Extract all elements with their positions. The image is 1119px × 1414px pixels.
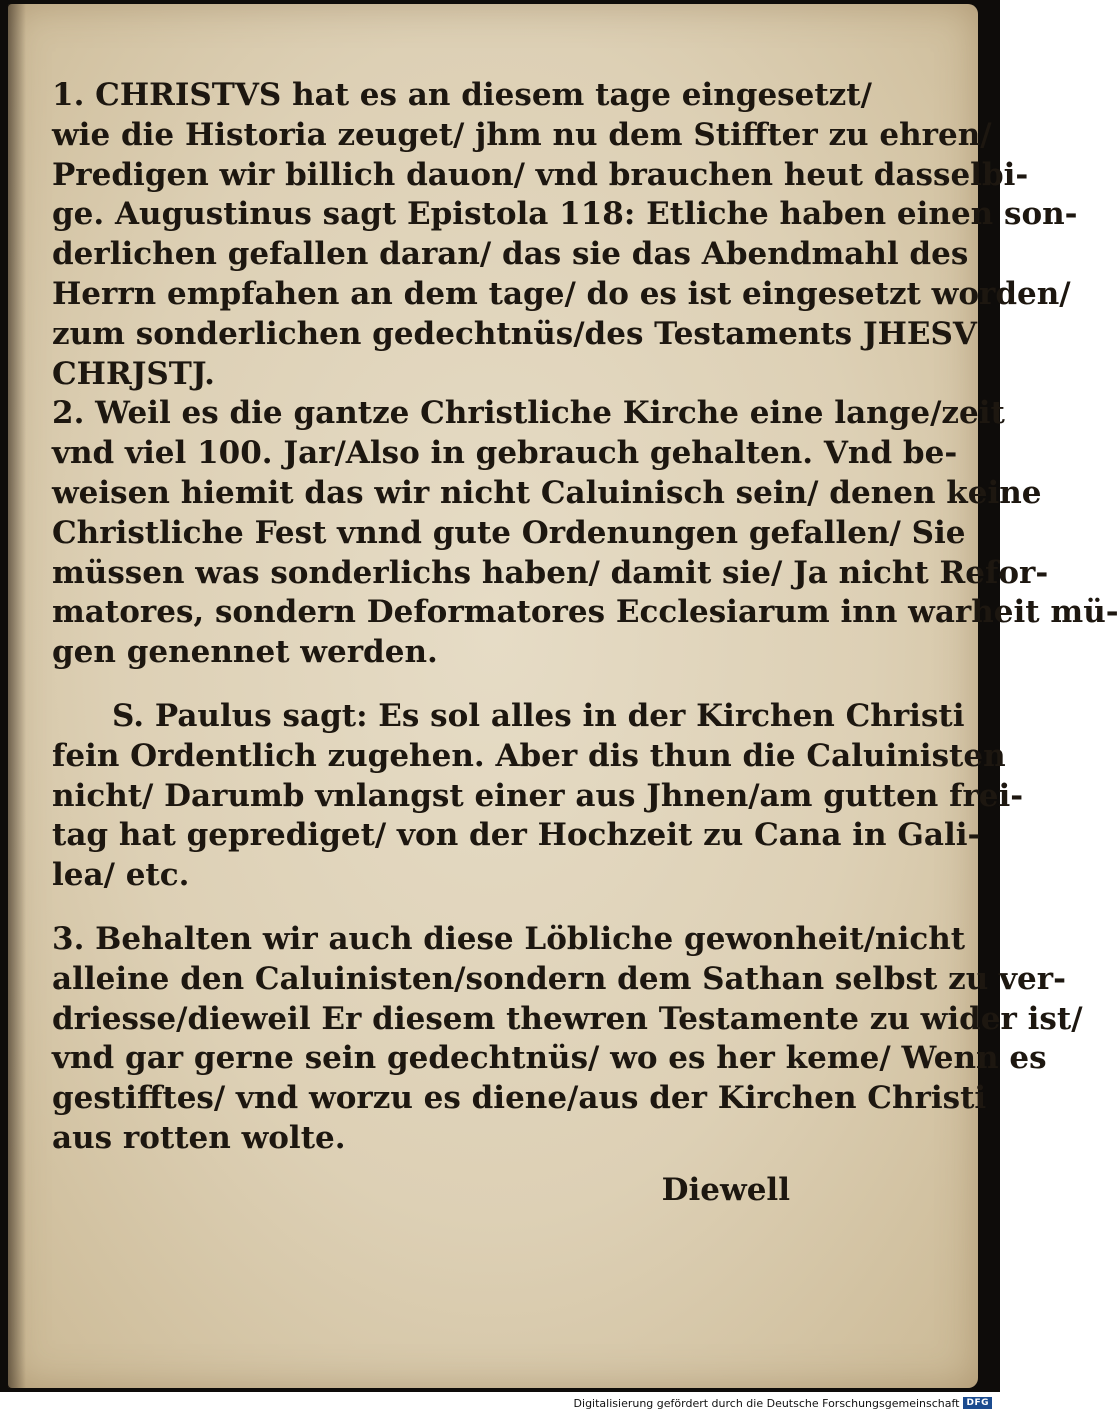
text-line: Christliche Fest vnnd gute Ordenungen gefallen/ Sie [52,514,966,551]
footer-credit [0,1392,1000,1414]
text-line: Herrn empfahen an dem tage/ do es ist eingesetzt worden/ [52,275,1071,312]
text-line: tag hat geprediget/ von der Hochzeit zu Cana in Gali- [52,817,981,854]
text-line: Predigen wir billich dauon/ vnd brauchen heut dasselbi- [52,156,1029,193]
paragraph-note [52,697,1024,896]
paragraph-2 [52,394,1119,673]
text-line: driesse/dieweil Er diesem thewren Testamente zu wider ist/ [52,1000,1083,1037]
text-line: ge. Augustinus sagt Epistola 118: Etliche haben einen son- [52,196,1078,233]
text-line: matores, sondern Deformatores Ecclesiarum inn warheit mü- [52,594,1119,631]
dfg-logo: DFG [963,1397,992,1409]
text-line: aus rotten wolte. [52,1119,346,1156]
paragraph-gap [52,896,862,920]
text-line: fein Ordentlich zugehen. Aber dis thun die Caluinisten [52,737,1006,774]
paragraph-1 [52,76,1078,394]
text-line: gestifftes/ vnd worzu es diene/aus der Kirchen Christi [52,1080,987,1117]
text-line: 2. Weil es die gantze Christliche Kirche eine lange/zeit [52,395,1005,432]
catchword: Diewell [661,1171,790,1208]
paragraph-3 [52,920,1083,1159]
paragraph-gap [52,673,862,697]
text-line: zum sonderlichen gedechtnüs/des Testaments JHESV [52,315,977,352]
text-line: vnd viel 100. Jar/Also in gebrauch gehalten. Vnd be- [52,435,958,472]
text-line: CHRJSTJ. [52,355,215,392]
text-line: derlichen gefallen daran/ das sie das Abendmahl des [52,236,969,273]
text-line: vnd gar gerne sein gedechtnüs/ wo es her keme/ Wenn es [52,1040,1047,1077]
text-line: müssen was sonderlichs haben/ damit sie/ Ja nicht Refor- [52,554,1049,591]
page-text [52,76,1119,1211]
text-line: weisen hiemit das wir nicht Caluinisch sein/ denen keine [52,474,1042,511]
book-page [8,4,1119,1388]
text-line: S. Paulus sagt: Es sol alles in der Kirchen Christi [112,697,965,734]
funding-credit: Digitalisierung gefördert durch die Deutsche Forschungsgemeinschaft [573,1396,960,1410]
text-line: lea/ etc. [52,857,190,894]
text-line: wie die Historia zeuget/ jhm nu dem Stiffter zu ehren/ [52,116,992,153]
text-line: 3. Behalten wir auch diese Löbliche gewonheit/nicht [52,920,966,957]
text-line: 1. CHRISTVS hat es an diesem tage eingesetzt/ [52,77,872,113]
text-line: alleine den Caluinisten/sondern dem Sathan selbst zu ver- [52,960,1066,997]
text-line: gen genennet werden. [52,634,438,671]
text-line: nicht/ Darumb vnlangst einer aus Jhnen/am gutten frei- [52,777,1024,814]
